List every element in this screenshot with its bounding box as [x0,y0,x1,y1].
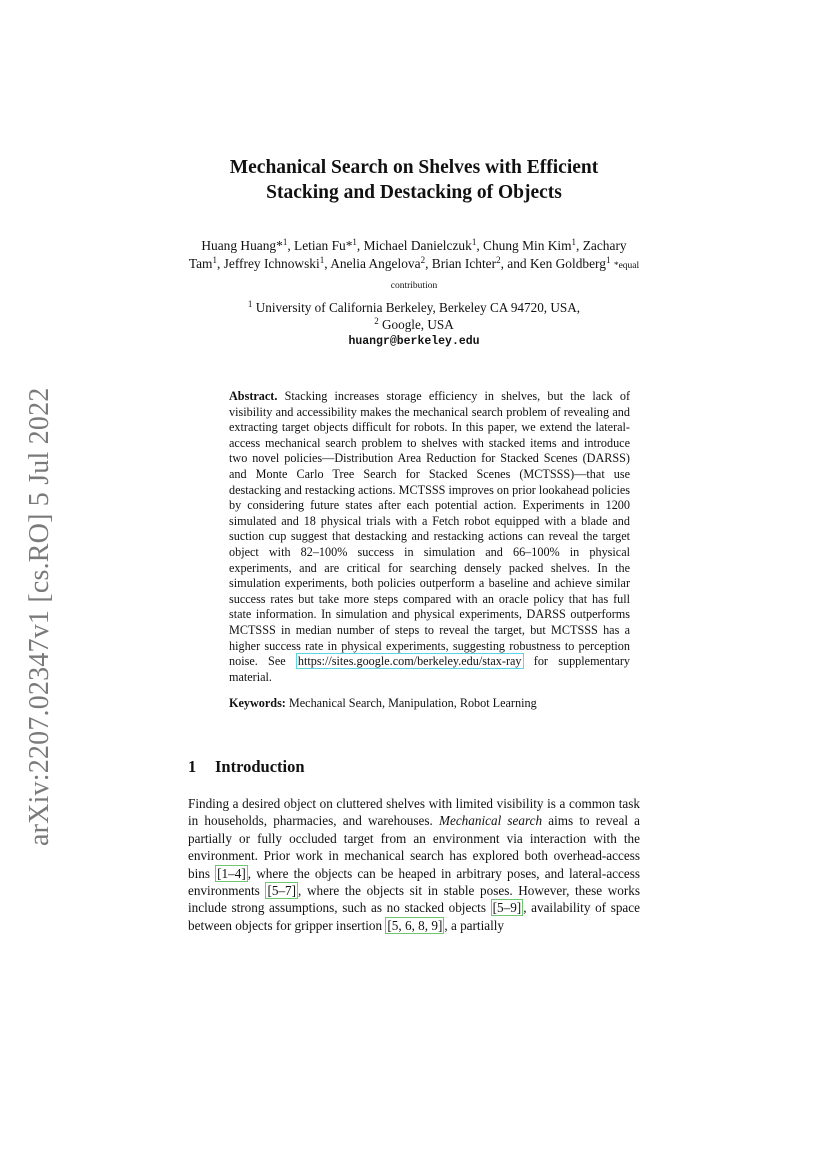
intro-body [188,795,640,934]
author-affil-mark: 1 [571,237,577,247]
section-number: 1 [188,757,197,776]
author-affil-mark: 1 [352,237,357,247]
contact-email[interactable]: huangr@berkeley.edu [348,335,480,348]
author-affil-mark: 2 [420,255,426,265]
citation-link[interactable]: [1–4] [217,865,246,881]
affiliation-2 [188,316,640,333]
author-name: , Michael Danielczuk [356,238,472,253]
citation-link[interactable]: [5, 6, 8, 9] [387,917,443,933]
abstract-label: Abstract. [229,389,278,403]
affil-mark: 2 [374,316,379,326]
affil-mark: 1 [247,299,253,309]
author-name: , Zachary Tam [188,238,627,271]
intro-text: , where the objects sit in stable poses. However, these works include strong assumptions, such as no stacked objects [188,883,640,916]
author-affil-mark: 1 [471,237,477,247]
author-affil-mark: 1 [319,255,325,265]
author-list [188,237,640,295]
abstract-text: Stacking increases storage efficiency in shelves, but the lack of visibility and accessibility makes the mechanical search problem of revealing and extracting target objects difficult for robots. In this paper, we extend the lateral-access mechanical search problem to shelves with stacked items and introduce two novel policies—Distribution Area Reduction for Stacked Scenes (DARSS) and Monte Carlo Tree Search for Stacked Scenes (MCTSSS)—that use destacking and restacking actions. MCTSSS improves on prior lookahead policies by considering future states after each potential action. Experiments in 1200 simulated and 18 physical trials with a Fetch robot equipped with a blade and suction cup suggest that destacking and restacking actions can reveal the target object with 82–100% success in simulation and 66–100% in physical experiments, and are critical for searching densely packed shelves. In the simulation experiments, both policies outperform a baseline and achieve similar success rates but take more steps compared with an oracle policy that has full state information. In simulation and physical experiments, DARSS outperforms MCTSSS in median number of steps to reveal the target, but MCTSSS has a higher success rate in physical experiments, suggesting robustness to perception noise. See [229,389,630,669]
citation-link[interactable]: [5–9] [492,900,522,916]
equal-contribution-note: *equal contribution [390,261,640,291]
supplementary-link[interactable]: https://sites.google.com/berkeley.edu/stax-ray [297,654,522,669]
author-affil-mark: 2 [496,255,501,265]
intro-text: aims to reveal a partially or fully occluded target from an environment via interaction with the environment. Prior work in mechanical search has explored both overhead-access bins [188,813,641,881]
abstract [229,389,630,712]
author-name: , Brian Ichter [425,256,497,271]
intro-text: Finding a desired object on cluttered shelves with limited visibility is a common task in households, pharmacies, and warehouses. [188,796,640,829]
affiliation-text: University of California Berkeley, Berkeley CA 94720, USA, [255,300,581,315]
abstract-paragraph [229,389,630,685]
affiliations [188,299,640,350]
citation-link[interactable]: [5–7] [267,883,297,899]
affiliation-1 [188,299,640,316]
author-name: Huang Huang* [201,238,283,253]
arxiv-stamp: arXiv:2207.02347v1 [cs.RO] 5 Jul 2022 [24,387,55,846]
intro-text: , where the objects can be heaped in arbitrary poses, and lateral-access environments [188,865,640,899]
abstract-text-end: for supplementary material. [229,654,631,684]
keywords-label: Keywords: [229,696,286,711]
intro-text: , a partially [444,917,505,933]
author-name: , Anelia Angelova [324,256,421,271]
author-affil-mark: 1 [282,237,288,247]
author-name: , Chung Min Kim [476,238,572,253]
author-name: , and Ken Goldberg [500,256,606,271]
intro-text: , availability of space between objects for gripper insertion [188,900,640,933]
intro-emphasis: Mechanical search [438,813,543,829]
keywords [229,696,630,712]
title-line-2: Stacking and Destacking of Objects [266,182,562,203]
author-name: , Jeffrey Ichnowski [216,256,320,271]
section-heading [188,757,305,777]
section-title: Introduction [215,757,305,776]
affiliation-text: Google, USA [381,317,454,332]
keywords-text: Mechanical Search, Manipulation, Robot Learning [288,696,537,711]
title-line-1: Mechanical Search on Shelves with Efficient [229,157,599,178]
author-affil-mark: 1 [605,255,611,265]
author-affil-mark: 1 [212,255,217,265]
intro-paragraph [188,795,640,934]
paper-title [160,155,668,205]
author-name: , Letian Fu* [287,238,353,253]
